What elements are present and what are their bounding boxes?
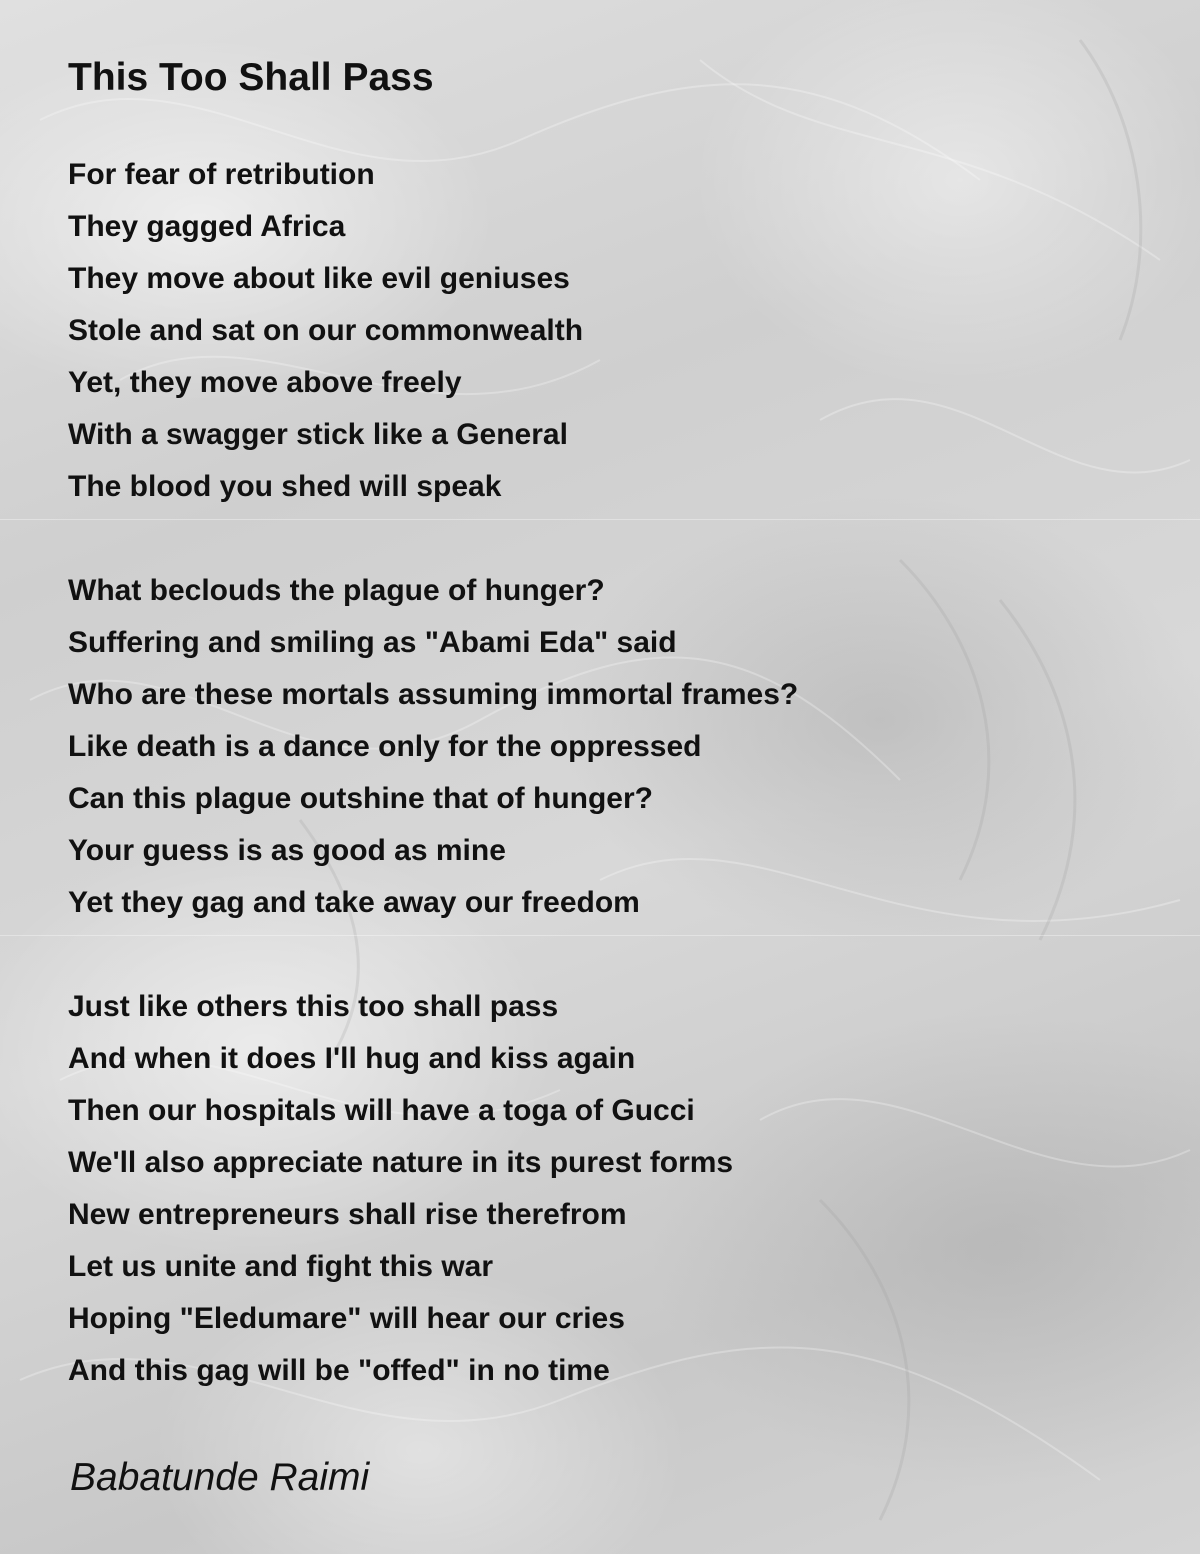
poem-line: For fear of retribution: [68, 158, 375, 191]
poem-line: We'll also appreciate nature in its purest forms: [68, 1146, 734, 1179]
poem-line: And this gag will be "offed" in no time: [68, 1354, 610, 1387]
poem-line: They gagged Africa: [68, 210, 346, 243]
poem-line: Stole and sat on our commonwealth: [68, 314, 584, 347]
poem-line: With a swagger stick like a General: [68, 418, 568, 451]
poem-line: Hoping "Eledumare" will hear our cries: [68, 1302, 625, 1335]
poem-line: What beclouds the plague of hunger?: [68, 574, 605, 607]
poem-line: Who are these mortals assuming immortal frames?: [68, 678, 799, 711]
poem-line: Then our hospitals will have a toga of Gucci: [68, 1094, 695, 1127]
poem-line: Suffering and smiling as "Abami Eda" said: [68, 626, 677, 659]
poem-line: Just like others this too shall pass: [68, 990, 559, 1023]
poem-line: Yet, they move above freely: [68, 366, 462, 399]
poem-line: New entrepreneurs shall rise therefrom: [68, 1198, 627, 1231]
stanza-3: [68, 981, 733, 1397]
poem-title: This Too Shall Pass: [68, 56, 434, 99]
stanza-1: [68, 149, 583, 513]
poem-line: Your guess is as good as mine: [68, 834, 506, 867]
panel-seam-top: [0, 519, 1200, 520]
poem-line: Yet they gag and take away our freedom: [68, 886, 640, 919]
poem-line: They move about like evil geniuses: [68, 262, 570, 295]
poem-author: Babatunde Raimi: [70, 1456, 370, 1499]
poem-line: Let us unite and fight this war: [68, 1250, 494, 1283]
poem-line: And when it does I'll hug and kiss again: [68, 1042, 636, 1075]
poem-line: The blood you shed will speak: [68, 470, 502, 503]
panel-seam-bottom: [0, 935, 1200, 936]
stanza-2: [68, 565, 798, 929]
poem-line: Like death is a dance only for the oppressed: [68, 730, 702, 763]
poem-line: Can this plague outshine that of hunger?: [68, 782, 653, 815]
